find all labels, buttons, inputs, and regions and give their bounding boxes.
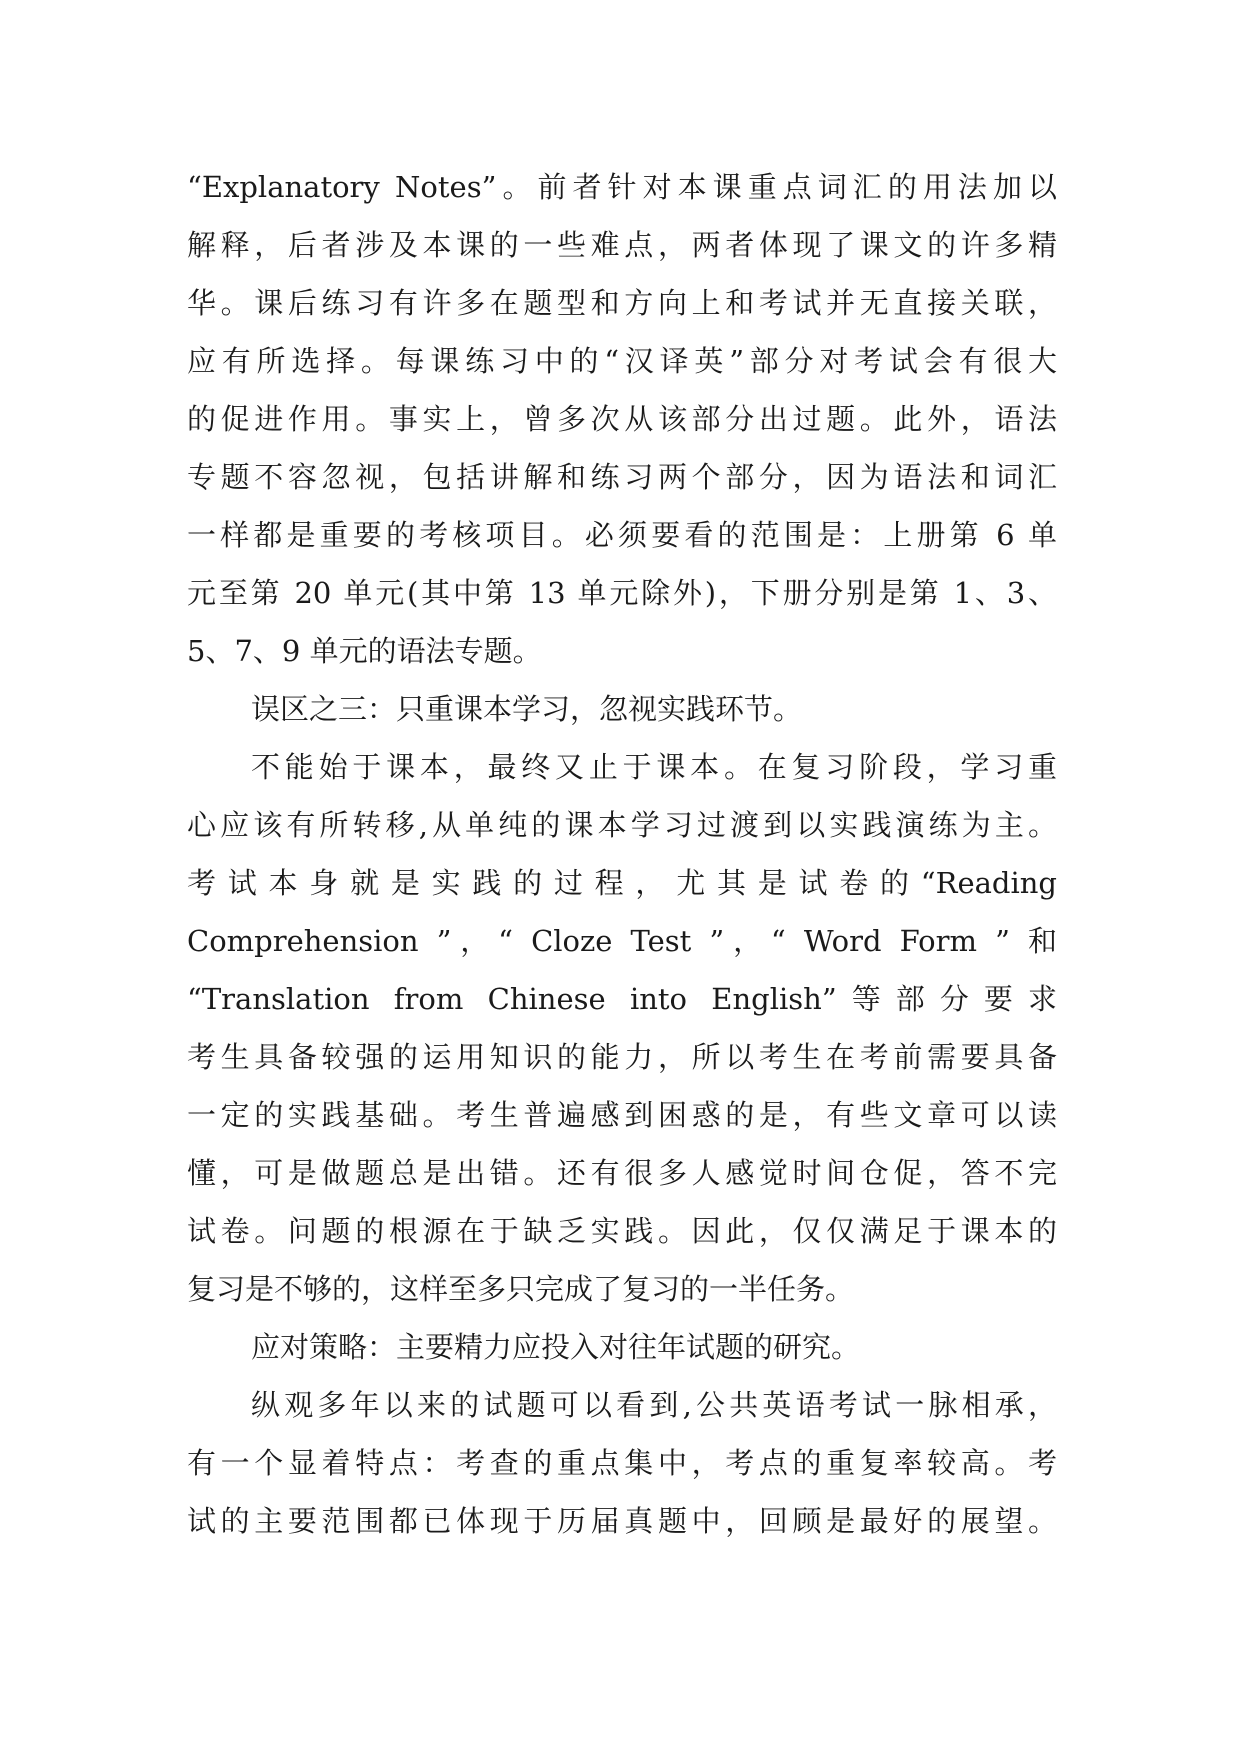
text-line: 试卷。问题的根源在于缺乏实践。因此，仅仅满足于课本的 [187,1214,1057,1248]
text-line: 专题不容忽视，包括讲解和练习两个部分，因为语法和词汇 [187,460,1057,494]
text-line: 心应该有所转移,从单纯的课本学习过渡到以实践演练为主。 [187,808,1057,842]
section-heading: 误区之三：只重课本学习，忽视实践环节。 [251,692,803,726]
paragraph-first-line: 不能始于课本，最终又止于课本。在复习阶段，学习重 [251,750,1057,784]
text-line: 懂，可是做题总是出错。还有很多人感觉时间仓促，答不完 [187,1156,1057,1190]
text-line: 试的主要范围都已体现于历届真题中，回顾是最好的展望。 [187,1504,1057,1538]
text-line: 的促进作用。事实上，曾多次从该部分出过题。此外，语法 [187,402,1057,436]
text-line: 一定的实践基础。考生普遍感到困惑的是，有些文章可以读 [187,1098,1057,1132]
text-line: Comprehension ”，“ Cloze Test ”，“ Word Form ” 和 [187,924,1057,958]
text-line: 有一个显着特点：考查的重点集中，考点的重复率较高。考 [187,1446,1057,1480]
text-line: 元至第 20 单元(其中第 13 单元除外)，下册分别是第 1、3、 [187,576,1057,610]
text-line: 考生具备较强的运用知识的能力，所以考生在考前需要具备 [187,1040,1057,1074]
section-heading: 应对策略：主要精力应投入对往年试题的研究。 [251,1330,861,1364]
paragraph-first-line: 纵观多年以来的试题可以看到,公共英语考试一脉相承， [251,1388,1057,1422]
text-line: 解释，后者涉及本课的一些难点，两者体现了课文的许多精 [187,228,1057,262]
text-line: 应有所选择。每课练习中的“汉译英”部分对考试会有很大 [187,344,1057,378]
text-line: “Translation from Chinese into English”等部分要求 [187,982,1057,1016]
text-line: 华。课后练习有许多在题型和方向上和考试并无直接关联， [187,286,1057,320]
text-line: “Explanatory Notes”。前者针对本课重点词汇的用法加以 [187,170,1057,204]
text-line: 一样都是重要的考核项目。必须要看的范围是：上册第 6 单 [187,518,1057,552]
text-line: 考试本身就是实践的过程，尤其是试卷的“Reading [187,866,1057,900]
text-line: 复习是不够的，这样至多只完成了复习的一半任务。 [187,1272,855,1306]
text-line: 5、7、9 单元的语法专题。 [187,634,542,668]
document-body [187,158,1057,1550]
